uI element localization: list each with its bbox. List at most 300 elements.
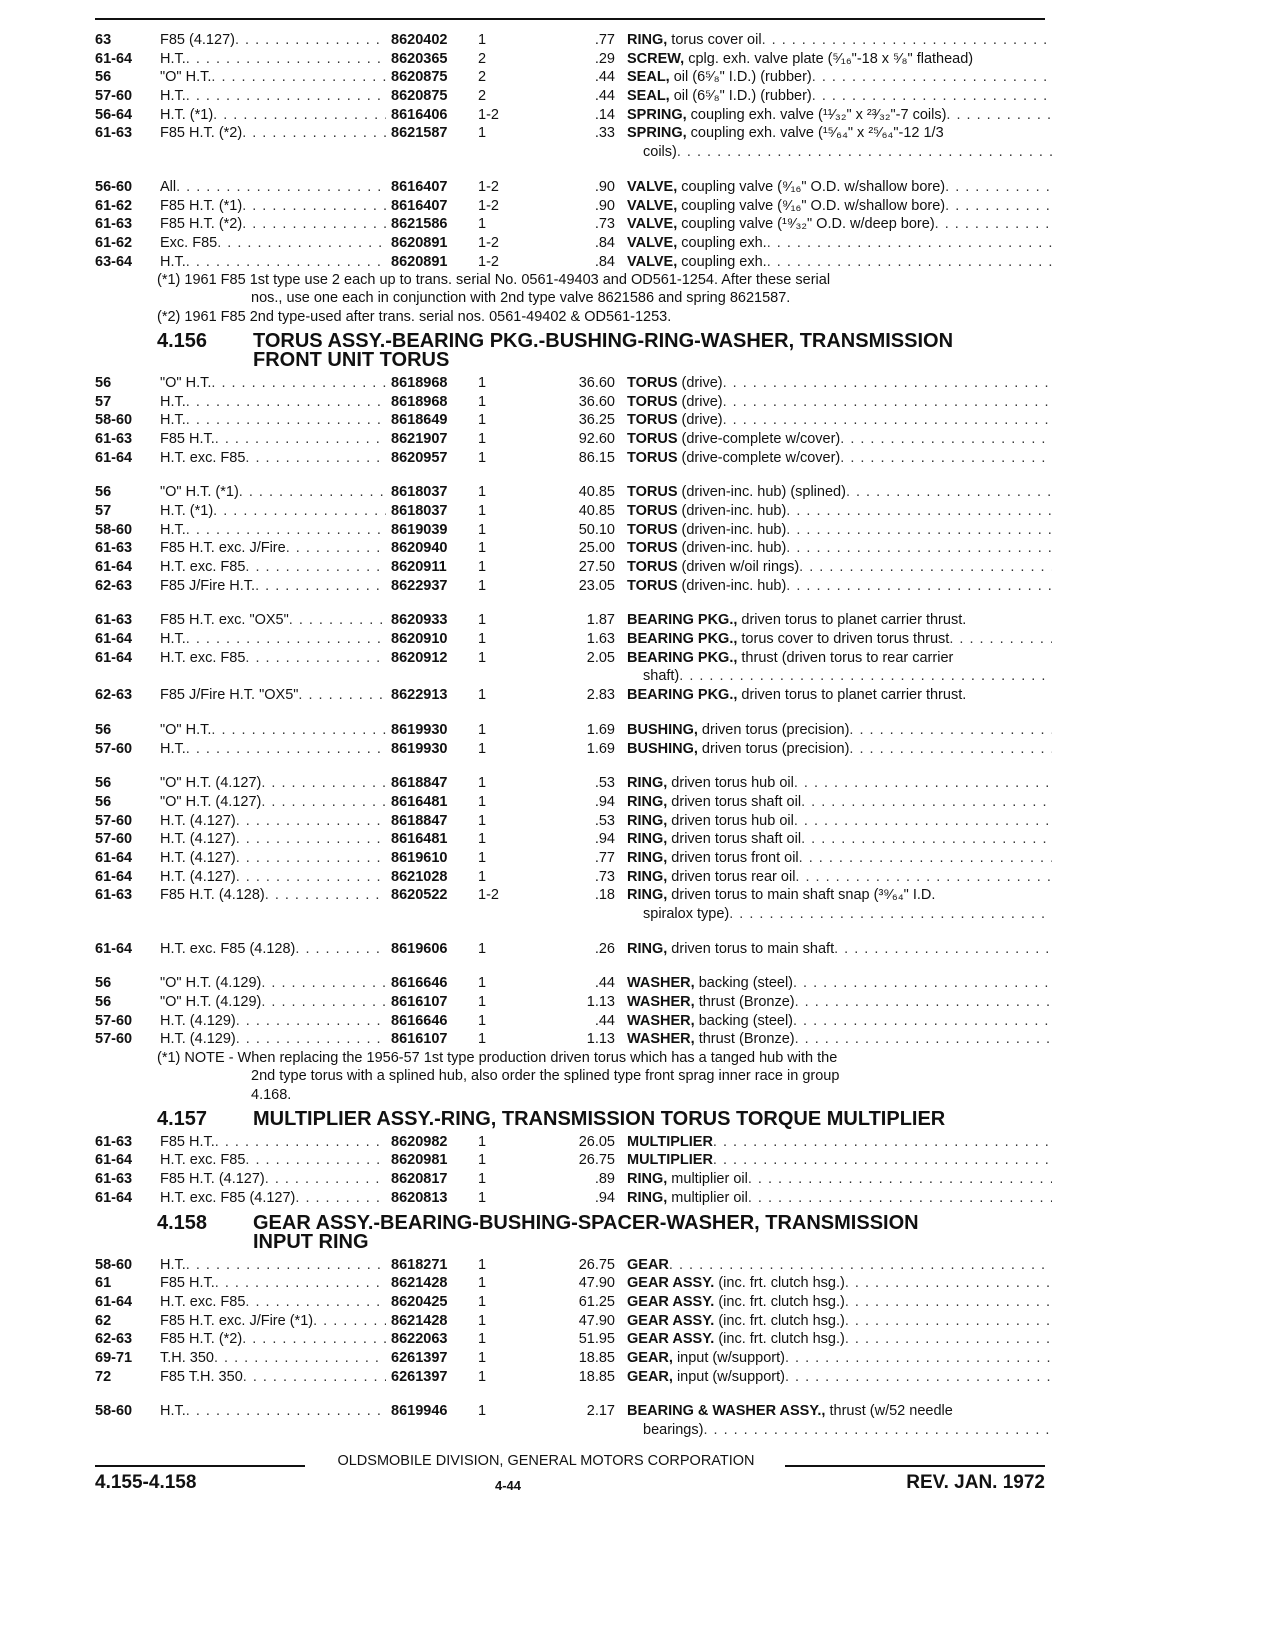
part-row bbox=[95, 1256, 1050, 1275]
section-number: 4.157 bbox=[157, 1107, 208, 1130]
part-detail: input (w/support) bbox=[672, 1349, 785, 1366]
leader-dots bbox=[213, 106, 386, 125]
model-cell bbox=[160, 1402, 386, 1421]
part-row bbox=[95, 215, 1050, 234]
description-cell bbox=[627, 215, 1052, 234]
leader-dots bbox=[767, 234, 1052, 253]
description-cell bbox=[627, 849, 1052, 868]
part-number: 8620891 bbox=[391, 253, 448, 270]
description-cell bbox=[627, 1030, 1052, 1049]
description-cell bbox=[627, 1133, 1052, 1152]
description bbox=[627, 686, 966, 705]
model-cell bbox=[160, 197, 386, 216]
part-name: SPRING, bbox=[627, 125, 687, 142]
quantity: 1 bbox=[478, 374, 487, 391]
leader-dots bbox=[703, 1421, 1052, 1440]
model: F85 (4.127) bbox=[160, 32, 235, 48]
leader-dots bbox=[729, 905, 1052, 924]
leader-dots bbox=[236, 849, 386, 868]
model: H.T. bbox=[160, 1256, 186, 1273]
description bbox=[627, 106, 946, 125]
model: F85 H.T. bbox=[160, 430, 215, 447]
leader-dots bbox=[289, 611, 386, 630]
leader-dots bbox=[186, 50, 386, 69]
quantity: 1-2 bbox=[478, 106, 499, 123]
part-name: GEAR ASSY. bbox=[627, 1312, 715, 1329]
description bbox=[627, 1274, 845, 1293]
part-name: WASHER, bbox=[627, 975, 695, 992]
part-detail: coupling exh. valve (¹¹⁄₃₂" x ²³⁄₃₂"-7 coils) bbox=[686, 106, 947, 123]
quantity: 1-2 bbox=[478, 197, 499, 214]
part-number: 8616407 bbox=[391, 178, 448, 195]
description-cell bbox=[627, 539, 1052, 558]
quantity: 1 bbox=[478, 1152, 487, 1169]
quantity: 1 bbox=[478, 793, 487, 810]
leader-dots bbox=[795, 868, 1052, 887]
description-cell bbox=[627, 1189, 1052, 1208]
part-name: GEAR ASSY. bbox=[627, 1331, 715, 1348]
part-detail: (drive) bbox=[677, 374, 723, 391]
description bbox=[627, 411, 723, 430]
part-number: 8620981 bbox=[391, 1152, 448, 1169]
part-detail: backing (steel) bbox=[694, 1012, 793, 1029]
part-row bbox=[95, 1349, 1050, 1368]
description bbox=[627, 68, 812, 87]
description-cell bbox=[627, 1170, 1052, 1189]
description bbox=[627, 577, 786, 596]
part-name: RING, bbox=[627, 849, 668, 866]
leader-dots bbox=[176, 178, 386, 197]
year-range: 61-63 bbox=[95, 540, 133, 557]
model: F85 H.T. (*2) bbox=[160, 125, 243, 142]
leader-dots bbox=[261, 993, 386, 1012]
model: F85 H.T. (4.127) bbox=[160, 1171, 265, 1188]
part-row bbox=[95, 50, 1050, 69]
part-number: 8620522 bbox=[391, 887, 448, 904]
year-range: 57 bbox=[95, 393, 112, 410]
quantity: 1 bbox=[478, 994, 487, 1011]
leader-dots bbox=[713, 1133, 1052, 1152]
quantity: 2 bbox=[478, 88, 487, 105]
model: H.T. (*1) bbox=[160, 106, 214, 123]
quantity: 1 bbox=[478, 975, 487, 992]
leader-dots bbox=[786, 502, 1052, 521]
description-cell bbox=[627, 178, 1052, 197]
footer-division: OLDSMOBILE DIVISION, GENERAL MOTORS CORPORATION bbox=[337, 1453, 755, 1469]
description-cell bbox=[627, 721, 1052, 740]
description bbox=[627, 124, 944, 143]
part-row bbox=[95, 1189, 1050, 1208]
quantity: 1 bbox=[478, 502, 487, 519]
description bbox=[627, 558, 799, 577]
model: H.T. (4.127) bbox=[160, 831, 236, 848]
model: "O" H.T. bbox=[160, 69, 212, 86]
part-detail: torus cover to driven torus thrust bbox=[737, 631, 950, 648]
part-number: 8621587 bbox=[391, 125, 448, 142]
part-detail: (inc. frt. clutch hsg.) bbox=[714, 1331, 845, 1348]
price: .18 bbox=[594, 887, 615, 904]
description-cell bbox=[627, 374, 1052, 393]
description bbox=[627, 830, 801, 849]
year-range: 61-63 bbox=[95, 216, 133, 233]
year-range: 63-64 bbox=[95, 253, 133, 270]
part-name: VALVE, bbox=[627, 216, 678, 233]
part-number: 8621907 bbox=[391, 430, 448, 447]
quantity: 1 bbox=[478, 449, 487, 466]
leader-dots bbox=[265, 886, 386, 905]
part-name: SCREW, bbox=[627, 50, 685, 67]
description bbox=[627, 430, 840, 449]
part-row bbox=[95, 483, 1050, 502]
price: .73 bbox=[594, 868, 615, 885]
quantity: 1 bbox=[478, 649, 487, 666]
price: .84 bbox=[594, 253, 615, 270]
model: H.T. bbox=[160, 88, 186, 105]
quantity: 1 bbox=[478, 540, 487, 557]
leader-dots bbox=[313, 1312, 386, 1331]
quantity: 1 bbox=[478, 1031, 487, 1048]
quantity: 1 bbox=[478, 1368, 487, 1385]
leader-dots bbox=[239, 483, 386, 502]
price: 36.60 bbox=[578, 374, 615, 391]
description-cell bbox=[627, 974, 1052, 993]
part-row bbox=[95, 374, 1050, 393]
quantity: 1 bbox=[478, 740, 487, 757]
part-detail: driven torus shaft oil bbox=[667, 831, 802, 848]
part-number: 8620912 bbox=[391, 649, 448, 666]
part-name: RING, bbox=[627, 868, 668, 885]
part-number: 8619946 bbox=[391, 1403, 448, 1420]
model: F85 H.T. (*1) bbox=[160, 197, 243, 214]
part-number: 8620402 bbox=[391, 32, 448, 48]
year-range: 62-63 bbox=[95, 1331, 133, 1348]
leader-dots bbox=[245, 449, 386, 468]
description bbox=[627, 721, 849, 740]
part-number: 8619610 bbox=[391, 849, 448, 866]
part-detail: oil (6⁵⁄₈" I.D.) (rubber) bbox=[669, 69, 812, 86]
part-number: 8621586 bbox=[391, 216, 448, 233]
part-number: 8616646 bbox=[391, 1012, 448, 1029]
year-range: 62-63 bbox=[95, 687, 133, 704]
model: H.T. bbox=[160, 253, 186, 270]
price: 18.85 bbox=[578, 1368, 615, 1385]
year-range: 56 bbox=[95, 721, 112, 738]
part-name: GEAR, bbox=[627, 1368, 673, 1385]
leader-dots bbox=[245, 1293, 386, 1312]
quantity: 1 bbox=[478, 1012, 487, 1029]
section-heading bbox=[95, 329, 1050, 371]
part-row bbox=[95, 449, 1050, 468]
part-name: WASHER, bbox=[627, 994, 695, 1011]
quantity: 1 bbox=[478, 412, 487, 429]
model-cell bbox=[160, 449, 386, 468]
description-cell bbox=[627, 940, 1052, 959]
part-detail: coupling valve (⁹⁄₁₆" O.D. w/shallow bore) bbox=[677, 197, 946, 214]
description-cell bbox=[627, 31, 1052, 50]
quantity: 1 bbox=[478, 940, 487, 957]
leader-dots bbox=[298, 686, 386, 705]
quantity: 1 bbox=[478, 1403, 487, 1420]
part-row bbox=[95, 68, 1050, 87]
part-row bbox=[95, 106, 1050, 125]
part-row bbox=[95, 558, 1050, 577]
part-number: 8622937 bbox=[391, 577, 448, 594]
year-range: 61-64 bbox=[95, 1189, 133, 1206]
section-title: INPUT RING bbox=[253, 1230, 369, 1253]
leader-dots bbox=[935, 215, 1052, 234]
part-row bbox=[95, 124, 1050, 143]
description-continuation: bearings) bbox=[643, 1422, 704, 1439]
year-range: 62 bbox=[95, 1312, 112, 1329]
model-cell bbox=[160, 940, 386, 959]
footer-rule-right bbox=[785, 1465, 1045, 1467]
quantity: 1 bbox=[478, 775, 487, 792]
footnote-continuation: 4.168. bbox=[251, 1086, 292, 1103]
part-detail: (driven-inc. hub) bbox=[677, 502, 787, 519]
price: .94 bbox=[594, 831, 615, 848]
price: 47.90 bbox=[578, 1312, 615, 1329]
part-row bbox=[95, 721, 1050, 740]
part-number: 8618271 bbox=[391, 1256, 448, 1273]
model: F85 H.T. (4.128) bbox=[160, 887, 265, 904]
leader-dots bbox=[236, 1030, 386, 1049]
part-detail: (drive-complete w/cover) bbox=[677, 430, 841, 447]
part-number: 8620425 bbox=[391, 1293, 448, 1310]
part-number: 8618968 bbox=[391, 374, 448, 391]
description bbox=[627, 793, 801, 812]
quantity: 1 bbox=[478, 430, 487, 447]
year-range: 61-63 bbox=[95, 612, 133, 629]
leader-dots bbox=[213, 502, 386, 521]
part-row bbox=[95, 740, 1050, 759]
group-spacer bbox=[95, 162, 1050, 178]
leader-dots bbox=[186, 630, 386, 649]
part-detail: thrust (Bronze) bbox=[694, 1031, 795, 1048]
description bbox=[627, 253, 767, 272]
price: .94 bbox=[594, 793, 615, 810]
part-detail: driven torus rear oil bbox=[667, 868, 796, 885]
model: "O" H.T. (4.127) bbox=[160, 793, 262, 810]
leader-dots bbox=[840, 430, 1052, 449]
model-cell bbox=[160, 106, 386, 125]
description-cell bbox=[627, 577, 1052, 596]
year-range: 57-60 bbox=[95, 88, 133, 105]
model: H.T. (4.127) bbox=[160, 849, 236, 866]
year-range: 61 bbox=[95, 1275, 112, 1292]
group-spacer bbox=[95, 924, 1050, 940]
description bbox=[627, 178, 945, 197]
quantity: 1 bbox=[478, 1331, 487, 1348]
part-number: 8616646 bbox=[391, 975, 448, 992]
part-number: 8621428 bbox=[391, 1275, 448, 1292]
part-name: TORUS bbox=[627, 374, 678, 391]
description bbox=[627, 974, 793, 993]
description-continuation: spiralox type) bbox=[643, 906, 730, 923]
year-range: 62-63 bbox=[95, 577, 133, 594]
description bbox=[627, 215, 935, 234]
leader-dots bbox=[236, 1012, 386, 1031]
description-cell bbox=[627, 1368, 1052, 1387]
footnote bbox=[95, 271, 1050, 307]
description bbox=[627, 993, 795, 1012]
description bbox=[627, 812, 794, 831]
model: H.T. bbox=[160, 521, 186, 538]
leader-dots bbox=[849, 721, 1052, 740]
part-name: BEARING PKG., bbox=[627, 612, 738, 629]
part-row bbox=[95, 868, 1050, 887]
footnote-continuation: nos., use one each in conjunction with 2nd type valve 8621586 and spring 8621587. bbox=[251, 290, 791, 307]
description-cell bbox=[627, 1293, 1052, 1312]
leader-dots bbox=[945, 197, 1052, 216]
leader-dots bbox=[255, 577, 386, 596]
part-row bbox=[95, 812, 1050, 831]
part-number: 8622913 bbox=[391, 687, 448, 704]
part-row bbox=[95, 774, 1050, 793]
leader-dots bbox=[265, 1170, 386, 1189]
part-detail: multiplier oil bbox=[667, 1171, 748, 1188]
part-detail: driven torus (precision) bbox=[697, 740, 850, 757]
year-range: 61-63 bbox=[95, 430, 133, 447]
description-continuation: shaft) bbox=[643, 668, 680, 685]
part-name: SEAL, bbox=[627, 69, 670, 86]
price: 2.05 bbox=[586, 649, 615, 666]
model-cell bbox=[160, 1012, 386, 1031]
group-spacer bbox=[95, 1386, 1050, 1402]
year-range: 61-64 bbox=[95, 559, 133, 576]
part-number: 8620933 bbox=[391, 612, 448, 629]
part-detail: (drive) bbox=[677, 393, 723, 410]
part-number: 8619039 bbox=[391, 521, 448, 538]
description-cell bbox=[627, 393, 1052, 412]
footer bbox=[95, 1472, 1050, 1500]
price: 51.95 bbox=[578, 1331, 615, 1348]
description-cell bbox=[627, 430, 1052, 449]
model: H.T. (4.127) bbox=[160, 812, 236, 829]
leader-dots bbox=[211, 374, 386, 393]
description bbox=[627, 87, 812, 106]
leader-dots bbox=[236, 830, 386, 849]
footer-page-number: 4-44 bbox=[495, 1478, 522, 1493]
part-name: TORUS bbox=[627, 430, 678, 447]
part-row bbox=[95, 1330, 1050, 1349]
description bbox=[627, 539, 786, 558]
part-number: 8618847 bbox=[391, 812, 448, 829]
price: 1.69 bbox=[586, 740, 615, 757]
quantity: 1 bbox=[478, 125, 487, 142]
year-range: 61-62 bbox=[95, 197, 133, 214]
part-name: BUSHING, bbox=[627, 721, 698, 738]
description-cell bbox=[627, 630, 1052, 649]
part-name: RING, bbox=[627, 812, 668, 829]
quantity: 1 bbox=[478, 1133, 487, 1150]
part-row-continuation bbox=[95, 143, 1050, 162]
description bbox=[627, 1133, 713, 1152]
leader-dots bbox=[846, 483, 1052, 502]
model-cell bbox=[160, 721, 386, 740]
description bbox=[627, 649, 953, 668]
year-range: 61-64 bbox=[95, 1293, 133, 1310]
part-detail: (driven-inc. hub) bbox=[677, 521, 787, 538]
quantity: 1 bbox=[478, 612, 487, 629]
leader-dots bbox=[245, 649, 386, 668]
part-row bbox=[95, 1368, 1050, 1387]
part-detail: (inc. frt. clutch hsg.) bbox=[714, 1293, 845, 1310]
leader-dots bbox=[235, 31, 386, 50]
part-row bbox=[95, 974, 1050, 993]
model: H.T. exc. F85 (4.127) bbox=[160, 1189, 296, 1206]
part-name: VALVE, bbox=[627, 253, 678, 270]
leader-dots bbox=[286, 539, 386, 558]
part-detail: coupling valve (¹⁹⁄₃₂" O.D. w/deep bore) bbox=[677, 216, 935, 233]
leader-dots bbox=[812, 68, 1052, 87]
leader-dots bbox=[186, 87, 386, 106]
model-cell bbox=[160, 31, 386, 50]
model: H.T. exc. F85 (4.128) bbox=[160, 940, 296, 957]
model: Exc. F85 bbox=[160, 234, 218, 251]
year-range: 57-60 bbox=[95, 1031, 133, 1048]
part-name: TORUS bbox=[627, 393, 678, 410]
leader-dots bbox=[186, 1256, 386, 1275]
quantity: 1 bbox=[478, 1349, 487, 1366]
model-cell bbox=[160, 68, 386, 87]
price: .14 bbox=[594, 106, 615, 123]
model: F85 H.T. bbox=[160, 1133, 215, 1150]
section-title: TORUS ASSY.-BEARING PKG.-BUSHING-RING-WASHER, TRANSMISSION bbox=[253, 329, 954, 352]
part-name: MULTIPLIER bbox=[627, 1133, 713, 1150]
year-range: 57 bbox=[95, 502, 112, 519]
description-cell bbox=[643, 1421, 1052, 1440]
description bbox=[627, 1312, 845, 1331]
year-range: 56 bbox=[95, 793, 112, 810]
part-name: MULTIPLIER bbox=[627, 1152, 713, 1169]
leader-dots bbox=[845, 1293, 1052, 1312]
model-cell bbox=[160, 974, 386, 993]
group-spacer bbox=[95, 595, 1050, 611]
part-name: TORUS bbox=[627, 412, 678, 429]
part-number: 8616107 bbox=[391, 1031, 448, 1048]
part-number: 8620891 bbox=[391, 234, 448, 251]
year-range: 61-64 bbox=[95, 868, 133, 885]
description-cell bbox=[627, 253, 1052, 272]
quantity: 1 bbox=[478, 1293, 487, 1310]
description-cell bbox=[643, 667, 1052, 686]
part-detail: thrust (Bronze) bbox=[694, 994, 795, 1011]
part-row bbox=[95, 1151, 1050, 1170]
model-cell bbox=[160, 993, 386, 1012]
part-row bbox=[95, 830, 1050, 849]
model-cell bbox=[160, 812, 386, 831]
section-heading bbox=[95, 1107, 1050, 1130]
leader-dots bbox=[794, 812, 1052, 831]
year-range: 61-63 bbox=[95, 125, 133, 142]
description bbox=[627, 449, 840, 468]
price: .33 bbox=[594, 125, 615, 142]
part-row bbox=[95, 686, 1050, 705]
model-cell bbox=[160, 1293, 386, 1312]
price: .90 bbox=[594, 178, 615, 195]
part-detail: driven torus (precision) bbox=[697, 721, 850, 738]
part-detail: (drive-complete w/cover) bbox=[677, 449, 841, 466]
part-name: RING, bbox=[627, 1171, 668, 1188]
description-cell bbox=[627, 1402, 1052, 1421]
part-number: 6261397 bbox=[391, 1349, 448, 1366]
leader-dots bbox=[723, 393, 1052, 412]
quantity: 1 bbox=[478, 577, 487, 594]
part-row bbox=[95, 649, 1050, 668]
model: H.T. bbox=[160, 631, 186, 648]
leader-dots bbox=[242, 124, 386, 143]
price: .26 bbox=[594, 940, 615, 957]
